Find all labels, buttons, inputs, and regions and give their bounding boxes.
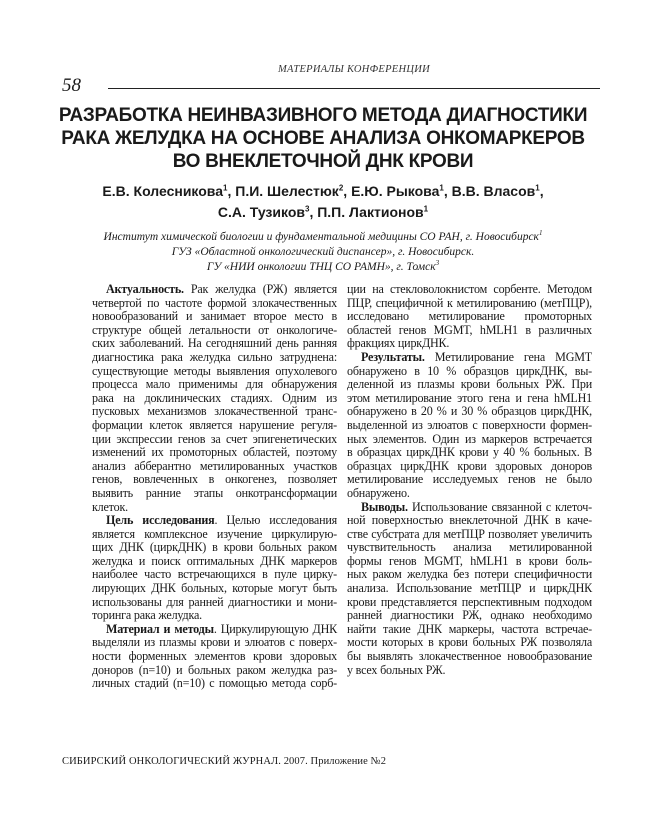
line-text: новообразований и занимает второе место в [92,309,337,324]
paragraph-heading: Цель исследования [106,513,215,528]
affiliation-text: Институт химической биологии и фундаментальной медицины СО РАН, г. Новосибирск [103,231,539,243]
line-text: торинга рака желудка. [92,608,202,623]
author-name: П.И. Шелестюк [235,183,339,199]
author-line: Е.В. Колесникова$^1$, П.И. Шелестюк$^2$, Е.Ю. Рыкова$^1$, В.В. Власов$^1$, [102,183,544,199]
author-affiliation-mark: 2 [338,183,344,193]
line-text: формы генов MGMT, hMLH1 в крови боль- [347,553,592,568]
affiliation-line [23,245,623,260]
title-line: РАКА ЖЕЛУДКА НА ОСНОВЕ АНАЛИЗА ОНКОМАРКЕРОВ [61,128,585,149]
author-affiliation-mark: 3 [304,204,310,214]
text-line [92,473,337,487]
text-line [92,283,337,297]
text-line [92,405,337,419]
article-body [0,104,646,691]
paragraph-heading: Материал и методы [106,621,214,636]
text-line [347,636,592,650]
text-line [92,664,337,678]
header-rule [108,88,600,89]
affiliation-text: ГУЗ «Областной онкологический диспансер», г. Новосибирск. [171,246,475,258]
line-text: . Целью исследования [214,513,337,528]
text-line [92,392,337,406]
text-line [347,365,592,379]
text-line [347,473,592,487]
paragraph-heading: Актуальность. [106,282,184,296]
affiliation-mark: 1 [538,229,543,238]
line-text: ранней диагностики РЖ, однако необходимо [347,608,592,623]
paragraph [92,514,337,623]
line-text: обнаружено в 20 % и 30 % образцов циркДНК, [347,404,592,419]
line-text: . Циркулирующую ДНК [213,621,337,636]
article-title [13,104,633,173]
paragraph-heading: Выводы. [361,499,408,514]
line-text: формации клеток является нарушение регуля- [92,417,337,432]
text-line [92,446,337,460]
line-text: желудка и поиск оптимальных ДНК маркеров [92,553,337,568]
text-line [92,501,337,515]
author-line: С.А. Тузиков$^3$, П.П. Лактионов$^1$ [217,204,429,220]
paragraph-heading: Результаты. [361,349,425,364]
line-text: выделяли из плазмы крови и элюатов с поверх- [92,635,337,650]
paragraph [92,623,337,691]
text-line [347,405,592,419]
line-text: обнаружено. [347,485,410,500]
text-line [92,609,337,623]
author-name: П.П. Лактионов [317,204,424,220]
author-list [23,181,623,223]
line-text: пусковых механизмов злокачественной транс- [92,404,337,419]
text-line [92,351,337,365]
text-line [92,677,337,691]
text-line [92,487,337,501]
line-text: наиболее часто встречающихся в пуле цирку- [92,567,337,582]
text-line [347,541,592,555]
line-text: крови представляется перспективным подходом [347,594,592,609]
paragraph [347,351,592,501]
line-text: образцах циркДНК крови здоровых доноров [347,458,592,473]
author-name: Е.В. Колесникова [102,183,224,199]
paragraph [92,283,337,514]
text-line [92,650,337,664]
author-affiliation-mark: 1 [439,183,444,193]
text-line [92,636,337,650]
line-text: ности форменных элементов крови здоровых [92,649,337,664]
text-line [92,419,337,433]
line-text: мости которых в крови больных РЖ позволяла [347,635,592,650]
text-line [92,433,337,447]
text-line [347,433,592,447]
text-line [347,650,592,664]
line-text: найти такие ДНК маркеры, частота встречае- [347,621,592,636]
text-line [347,664,592,678]
line-text: ных раком желудка без потери специфичности [347,567,592,582]
text-line [92,378,337,392]
line-text: метилирование исследуемых генов не было [347,472,592,487]
line-text: лирующих ДНК больных, которые могут быть [92,581,337,596]
text-line [347,501,592,515]
line-text: доноров (n=10) и больных раком желудка раз- [92,662,337,677]
line-text: анализа. Использование метПЦР и циркДНК [347,581,592,596]
text-line [347,460,592,474]
page-number: 58 [62,75,81,96]
text-line [347,324,592,338]
line-text: четвертой по частоте формой злокачественных [92,295,337,310]
text-columns [92,283,592,691]
author-name: Е.Ю. Рыкова [351,183,440,199]
text-line [92,541,337,555]
affiliation-line [23,260,623,275]
text-line [92,297,337,311]
line-text: процесса мало применимы для обнаружения [92,377,337,392]
line-text: исследовано метилирование промоторных [347,309,592,324]
text-line [92,310,337,324]
text-line [347,419,592,433]
title-line: РАЗРАБОТКА НЕИНВАЗИВНОГО МЕТОДА ДИАГНОСТИКИ [58,105,588,126]
text-line [92,337,337,351]
text-line [92,623,337,637]
text-line [92,514,337,528]
line-text: стве субстрата для метПЦР позволяет увеличить [347,526,592,541]
line-text: существующие методы выявления опухолевого [92,363,337,378]
affiliations [23,230,623,275]
line-text: является комплексное изучение циркулирую- [92,526,337,541]
author-affiliation-mark: 1 [223,183,228,193]
affiliation-text: ГУ «НИИ онкологии ТНЦ СО РАМН», г. Томск [206,261,436,273]
line-text: рака на доклинических стадиях. Одним из [92,390,337,405]
line-text: ции экспрессии генов за счет эпигенетических [92,431,337,446]
line-text: ПЦР, специфичной к метилированию (метПЦР), [347,295,592,310]
line-text: выявить ранние этапы онкотрансформации [92,485,337,500]
author-name: С.А. Тузиков [217,204,305,220]
paragraph [347,501,592,678]
text-line [92,460,337,474]
text-line [347,528,592,542]
line-text: у всех больных РЖ. [347,662,446,677]
text-line [347,297,592,311]
text-line [347,283,592,297]
text-line [347,555,592,569]
line-text: деленной из плазмы крови больных РЖ. При [347,377,592,392]
text-line [92,582,337,596]
right-column [347,283,592,691]
text-line [347,609,592,623]
paragraph [347,283,592,351]
line-text: генов, вовлеченных в онкогенез, позволяет [92,472,337,487]
line-text: клеток. [92,499,128,514]
author-affiliation-mark: 1 [423,204,429,214]
text-line [92,555,337,569]
line-text: Метилирование гена MGMT [424,349,592,364]
line-text: ских заболеваний. На сегодняшний день ранняя [92,336,337,351]
line-text: ной поверхностью внеклеточной ДНК в каче- [347,513,592,528]
text-line [347,487,592,501]
line-text: щих ДНК (циркДНК) в крови больных раком [92,540,337,555]
text-line [92,528,337,542]
line-text: выделенной из элюатов с поверхности формен- [347,417,592,432]
author-affiliation-mark: 1 [535,183,540,193]
title-line: ВО ВНЕКЛЕТОЧНОЙ ДНК КРОВИ [172,151,474,172]
text-line [347,337,592,351]
affiliation-mark: 3 [435,259,440,268]
text-line [347,392,592,406]
line-text: обнаружено в 10 % образцов циркДНК, вы- [347,363,592,378]
text-line [347,582,592,596]
text-line [347,596,592,610]
line-text: ции на стекловолокнистом сорбенте. Методом [347,282,592,296]
line-text: в образцах циркДНК крови у 40 % больных. В [347,445,592,460]
line-text: использованы для ранней диагностики и мони- [92,594,337,609]
text-line [92,596,337,610]
text-line [347,351,592,365]
affiliation-line [23,230,623,245]
line-text: анализ абберантно метилированных участков [92,458,337,473]
line-text: ных элементов. Один из маркеров встречается [347,431,592,446]
text-line [347,514,592,528]
line-text: бы выявлять злокачественное новообразование [347,649,592,664]
text-line [347,623,592,637]
line-text: этом метилирование этого гена и гена hMLH1 [347,390,592,405]
line-text: фракциях циркДНК. [347,336,450,351]
line-text: диагностика рака желудка сильно затруднена: [92,349,337,364]
author-name: В.В. Власов [451,183,536,199]
line-text: чувствительность анализа метилированной [347,540,592,555]
text-line [347,310,592,324]
text-line [347,378,592,392]
line-text: личных стадий (n=10) с помощью метода сорб- [92,676,337,691]
line-text: Использование связанной с клеточ- [407,499,592,514]
text-line [92,568,337,582]
text-line [92,324,337,338]
running-header: МАТЕРИАЛЫ КОНФЕРЕНЦИИ [277,64,431,75]
line-text: изменений их промоторных областей, поэтому [92,445,337,460]
text-line [347,568,592,582]
journal-footer: СИБИРСКИЙ ОНКОЛОГИЧЕСКИЙ ЖУРНАЛ. 2007. Приложение №2 [62,756,387,767]
line-text: структуре общей летальности от онкологиче- [92,322,337,337]
text-line [347,446,592,460]
left-column [92,283,337,691]
line-text: областей генов MGMT, hMLH1 в различных [347,322,592,337]
line-text: Рак желудка (РЖ) является [183,282,337,296]
text-line [92,365,337,379]
